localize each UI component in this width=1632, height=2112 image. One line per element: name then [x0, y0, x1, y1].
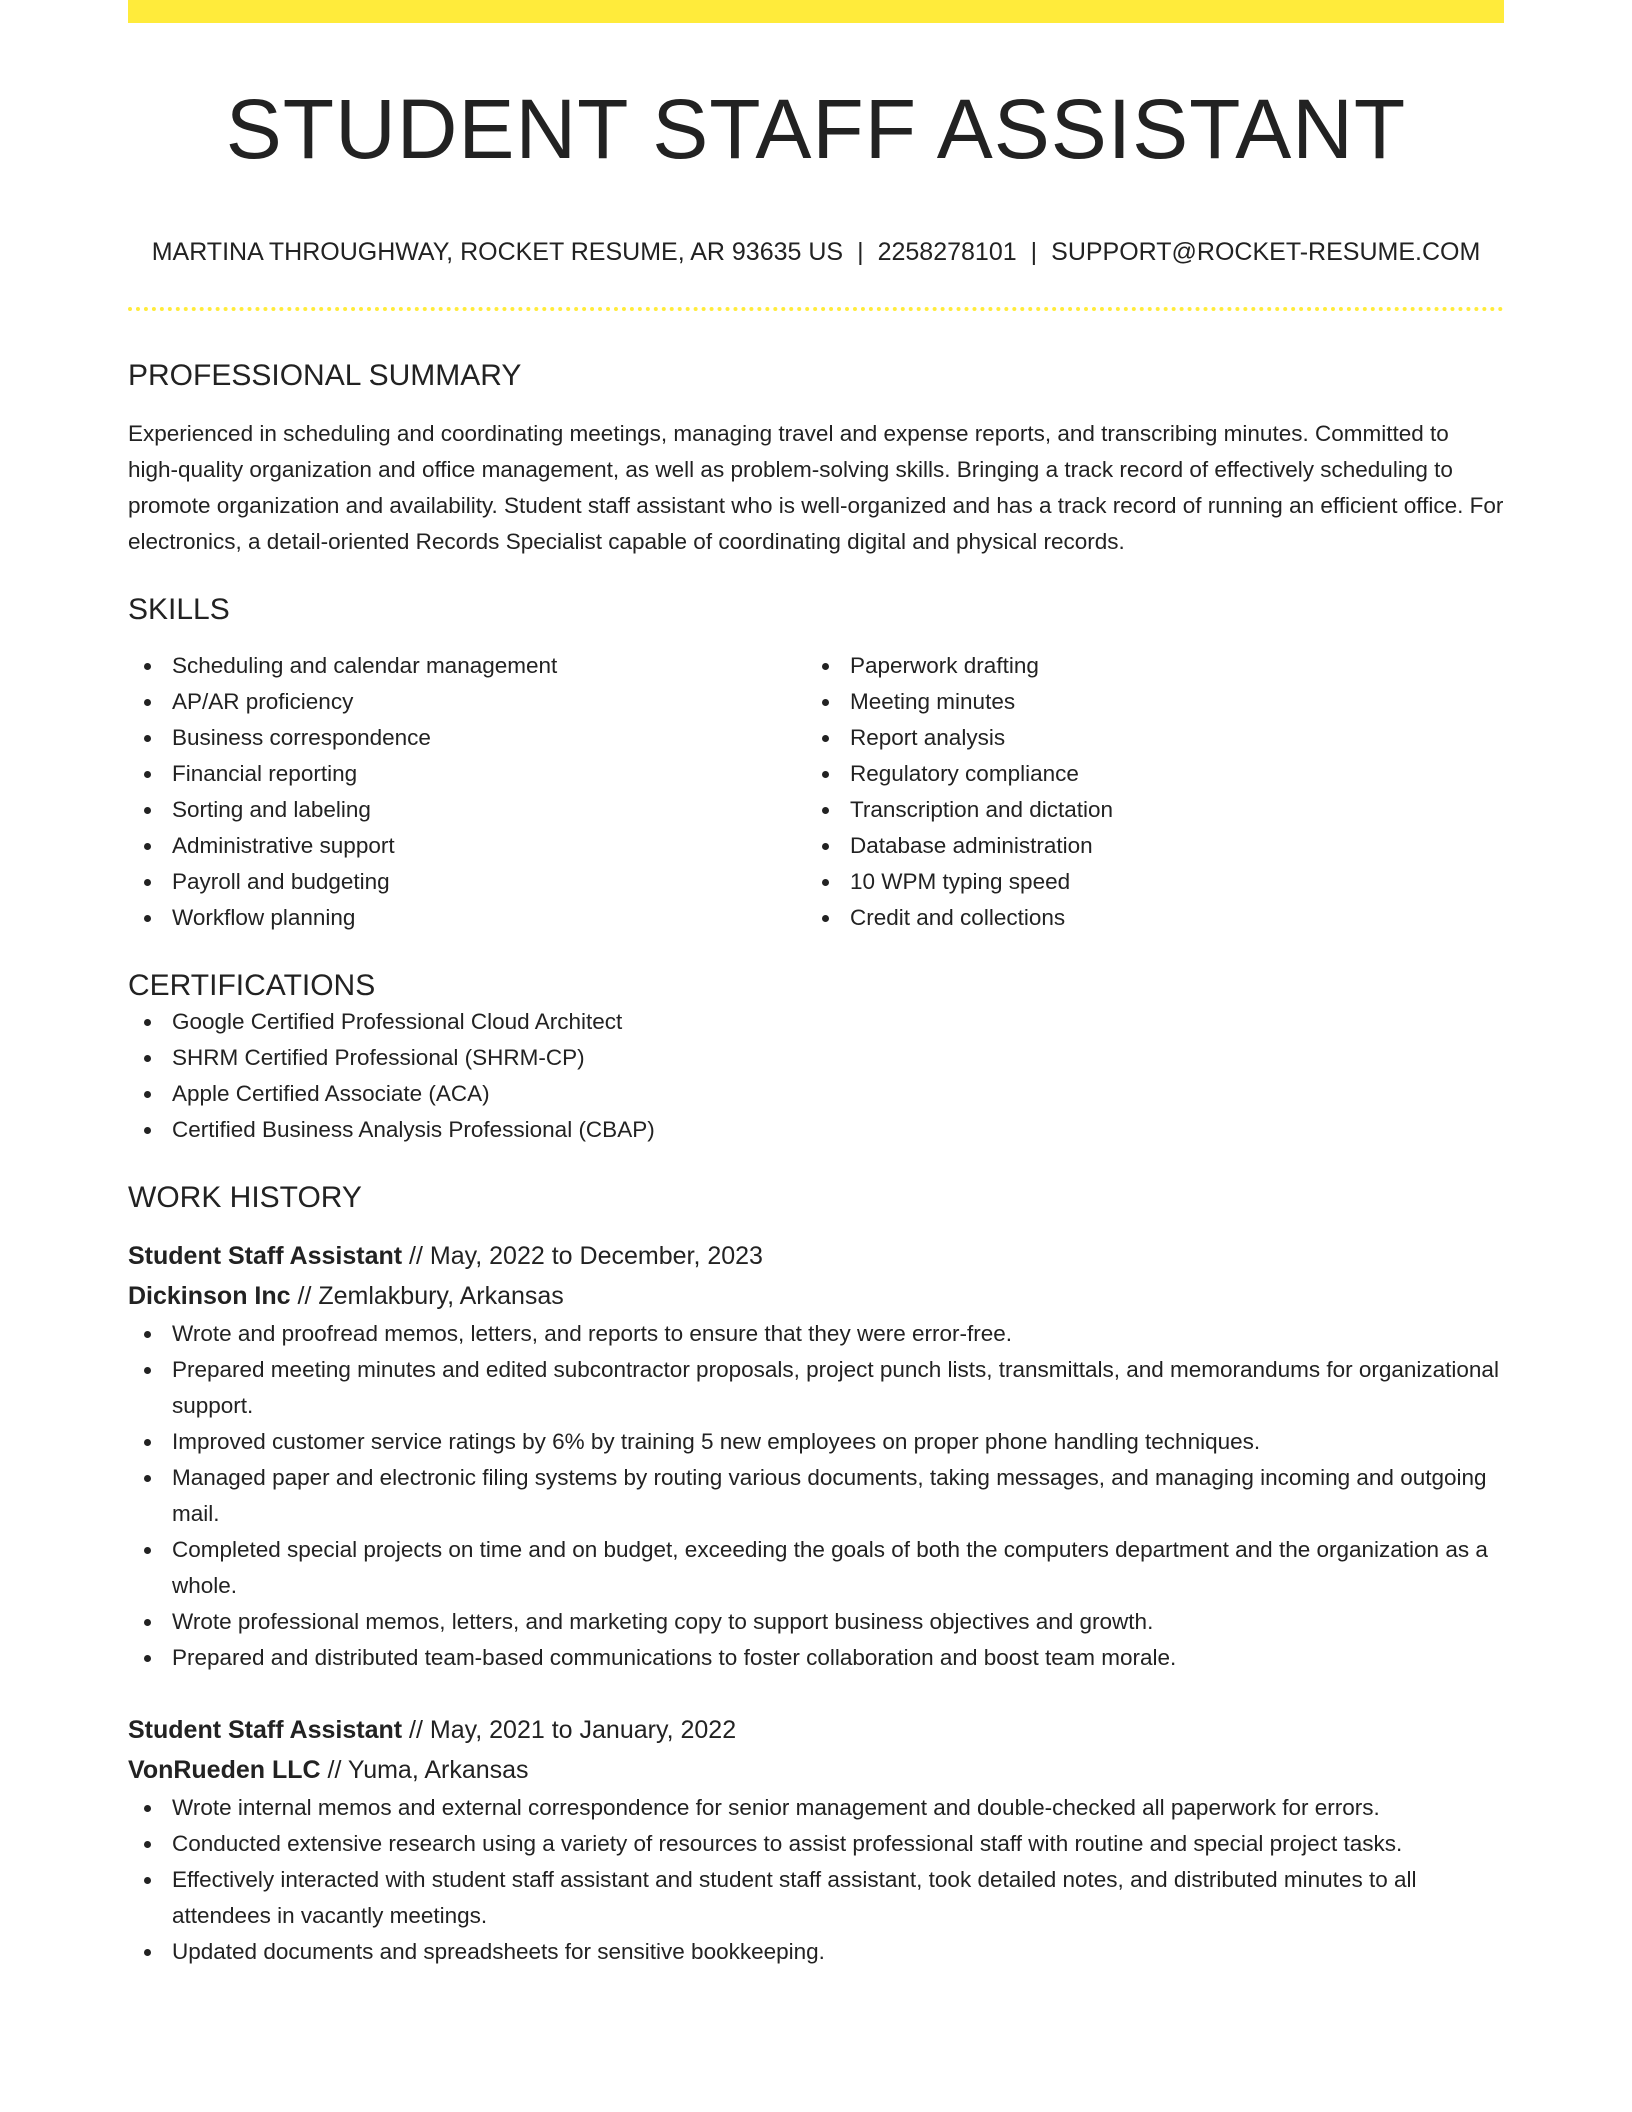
job-bullet: Conducted extensive research using a variety of resources to assist professional staff with routine and special project tasks. [128, 1826, 1504, 1862]
job-bullet-list [128, 1316, 1504, 1676]
skill-item: Meeting minutes [806, 684, 1484, 720]
job-bullet: Completed special projects on time and on budget, exceeding the goals of both the computers department and the organization as a whole. [128, 1532, 1504, 1604]
job-bullet: Managed paper and electronic filing systems by routing various documents, taking messages, and managing incoming and outgoing mail. [128, 1460, 1504, 1532]
job-bullet: Prepared meeting minutes and edited subcontractor proposals, project punch lists, transmittals, and memorandums for organizational support. [128, 1352, 1504, 1424]
skill-item: Credit and collections [806, 900, 1484, 936]
resume-page [128, 0, 1504, 1970]
job-bullet: Wrote and proofread memos, letters, and reports to ensure that they were error-free. [128, 1316, 1504, 1352]
contact-separator: | [857, 238, 864, 267]
skill-item: Scheduling and calendar management [128, 648, 806, 684]
job-title-line [128, 1236, 1504, 1276]
contact-email: SUPPORT@ROCKET-RESUME.COM [1051, 238, 1481, 267]
job-company-line [128, 1750, 1504, 1790]
job-role: Student Staff Assistant [128, 1716, 403, 1745]
summary-text: Experienced in scheduling and coordinating meetings, managing travel and expense reports, and transcribing minutes. Committed to high-quality organization and office management, as well as problem-solving skills. Bringing a track record of effectively scheduling to promote organization and availability. Student staff assistant who is well-organized and has a track record of running an efficient office. For electronics, a detail-oriented Records Specialist capable of coordinating digital and physical records. [128, 421, 1504, 555]
skill-item: 10 WPM typing speed [806, 864, 1484, 900]
skill-item: Administrative support [128, 828, 806, 864]
job-company: Dickinson Inc [128, 1282, 291, 1311]
contact-address: MARTINA THROUGHWAY, ROCKET RESUME, AR 93635 US [151, 238, 844, 267]
job-bullet: Wrote professional memos, letters, and marketing copy to support business objectives and growth. [128, 1604, 1504, 1640]
job-bullet: Updated documents and spreadsheets for sensitive bookkeeping. [128, 1934, 1504, 1970]
job-dates: // May, 2022 to December, 2023 [402, 1242, 763, 1271]
summary-heading: PROFESSIONAL SUMMARY [128, 359, 522, 393]
certification-item: Google Certified Professional Cloud Architect [128, 1004, 1504, 1040]
skills-column-right [806, 648, 1484, 936]
job-entry [128, 1710, 1504, 1970]
certifications-heading: CERTIFICATIONS [128, 969, 376, 1003]
dotted-divider [128, 307, 1504, 311]
resume-title: STUDENT STAFF ASSISTANT [225, 82, 1407, 176]
skills-list-left [128, 648, 806, 936]
job-company: VonRueden LLC [128, 1756, 321, 1785]
skill-item: AP/AR proficiency [128, 684, 806, 720]
work-history-heading: WORK HISTORY [128, 1181, 362, 1215]
contact-line [128, 237, 1504, 267]
skill-item: Regulatory compliance [806, 756, 1484, 792]
job-bullet-list [128, 1790, 1504, 1970]
job-bullet: Prepared and distributed team-based communications to foster collaboration and boost team morale. [128, 1640, 1504, 1676]
accent-top-bar [128, 0, 1504, 23]
skills-heading: SKILLS [128, 593, 230, 627]
job-company-line [128, 1276, 1504, 1316]
skill-item: Business correspondence [128, 720, 806, 756]
job-location: // Yuma, Arkansas [320, 1756, 529, 1785]
skill-item: Workflow planning [128, 900, 806, 936]
certification-item: Certified Business Analysis Professional (CBAP) [128, 1112, 1504, 1148]
certifications-list [128, 1004, 1504, 1148]
job-bullet: Wrote internal memos and external correspondence for senior management and double-checked all paperwork for errors. [128, 1790, 1504, 1826]
skill-item: Database administration [806, 828, 1484, 864]
skill-item: Paperwork drafting [806, 648, 1484, 684]
job-location: // Zemlakbury, Arkansas [290, 1282, 564, 1311]
contact-separator: | [1030, 238, 1038, 267]
skills-list-right [806, 648, 1484, 936]
skill-item: Report analysis [806, 720, 1484, 756]
job-bullet: Effectively interacted with student staff assistant and student staff assistant, took detailed notes, and distributed minutes to all attendees in vacantly meetings. [128, 1862, 1504, 1934]
skill-item: Financial reporting [128, 756, 806, 792]
skills-column-left [128, 648, 806, 936]
job-role: Student Staff Assistant [128, 1242, 403, 1271]
skill-item: Payroll and budgeting [128, 864, 806, 900]
certification-item: Apple Certified Associate (ACA) [128, 1076, 1504, 1112]
contact-phone: 2258278101 [877, 238, 1017, 267]
job-entry [128, 1236, 1504, 1676]
skill-item: Sorting and labeling [128, 792, 806, 828]
skills-columns [128, 648, 1504, 936]
job-title-line [128, 1710, 1504, 1750]
skill-item: Transcription and dictation [806, 792, 1484, 828]
certification-item: SHRM Certified Professional (SHRM-CP) [128, 1040, 1504, 1076]
job-bullet: Improved customer service ratings by 6% by training 5 new employees on proper phone handling techniques. [128, 1424, 1504, 1460]
job-dates: // May, 2021 to January, 2022 [402, 1716, 737, 1745]
